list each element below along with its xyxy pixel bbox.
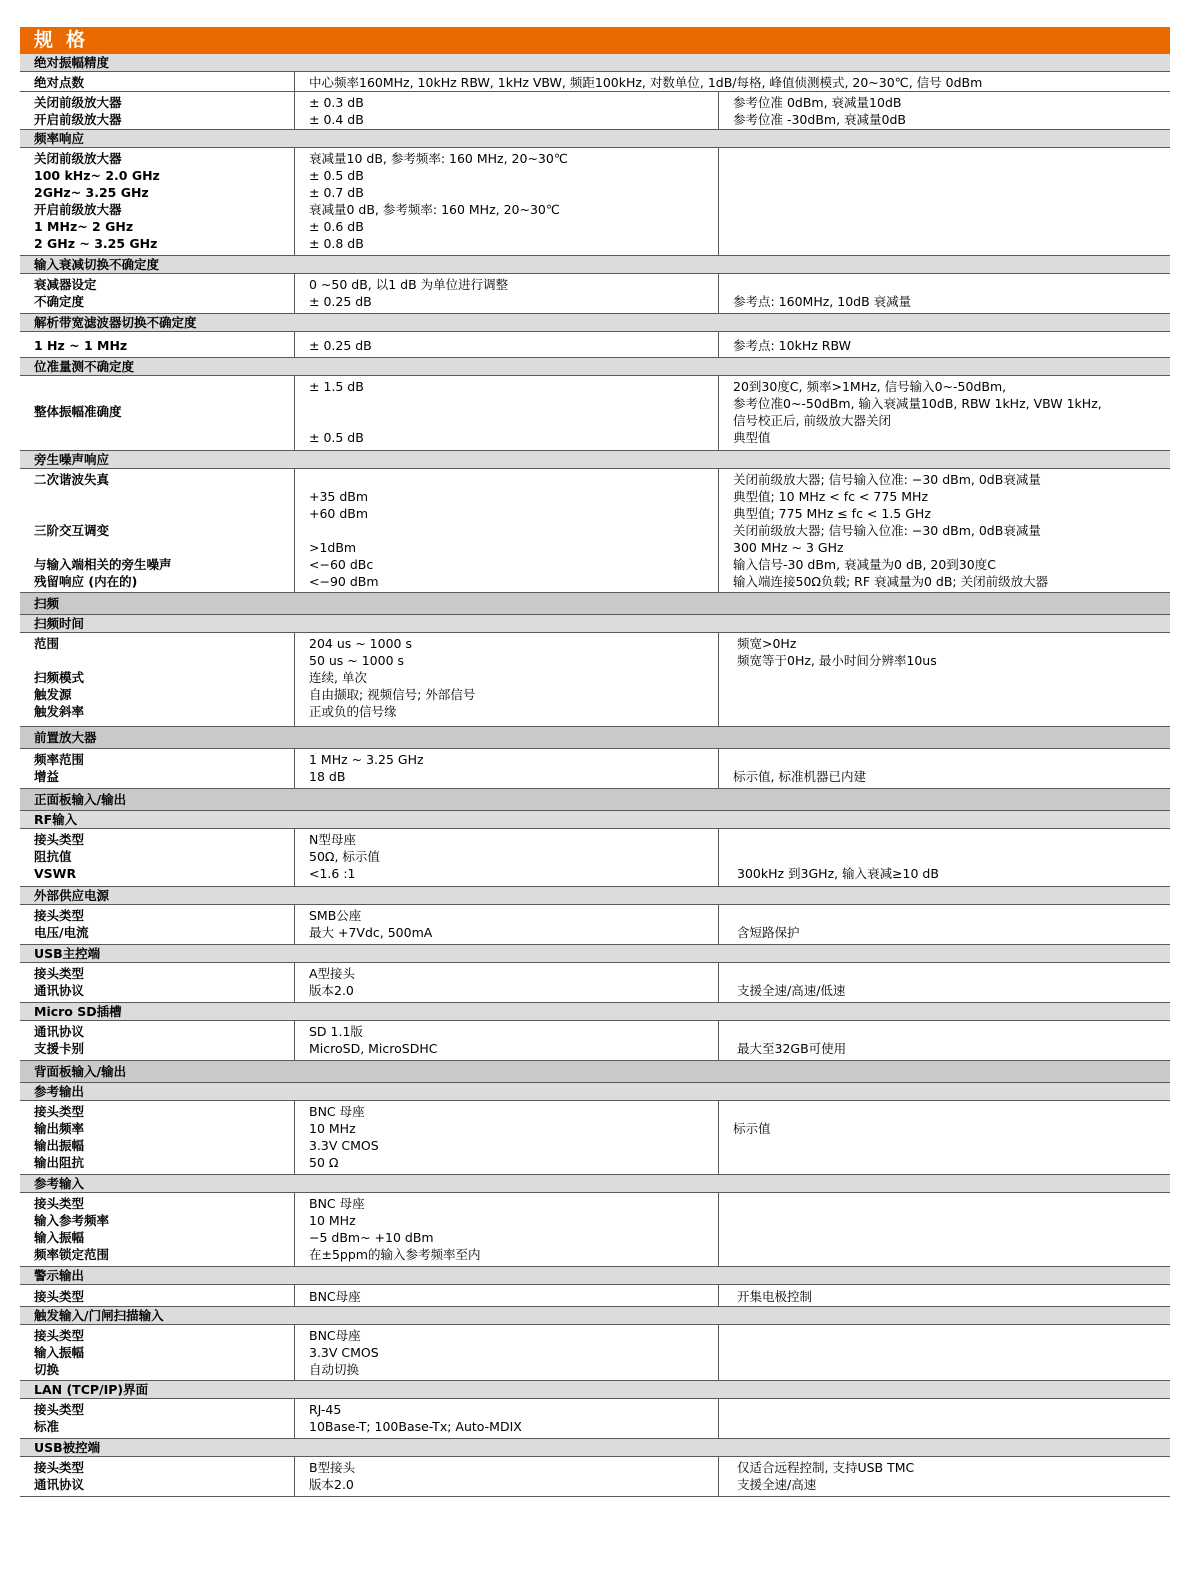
spec-note-cell bbox=[718, 963, 1170, 1002]
spec-label: 输出阻抗 bbox=[34, 1155, 85, 1170]
spec-value: 1 MHz ~ 3.25 GHz bbox=[309, 752, 424, 767]
spec-value: A型接头 bbox=[309, 966, 356, 981]
spec-value: 在±5ppm的输入参考频率至内 bbox=[309, 1247, 481, 1262]
spec-value-cell bbox=[294, 1457, 718, 1496]
spec-note: 含短路保护 bbox=[737, 925, 800, 940]
spec-row-external-power bbox=[20, 905, 1170, 945]
spec-note: 300kHz 到3GHz, 输入衰减≥10 dB bbox=[737, 866, 939, 881]
spec-label-cell bbox=[20, 1101, 294, 1174]
spec-label: 输入参考频率 bbox=[34, 1213, 110, 1228]
spec-row-rf-input bbox=[20, 829, 1170, 887]
spec-label: 2 GHz ~ 3.25 GHz bbox=[34, 236, 158, 251]
spec-label-cell bbox=[20, 829, 294, 886]
spec-value: 衰减量0 dB, 参考频率: 160 MHz, 20~30℃ bbox=[309, 202, 560, 217]
spec-label: 关闭前级放大器 bbox=[34, 95, 122, 110]
section-header-preamplifier: 前置放大器 bbox=[20, 727, 1170, 749]
spec-value-cell bbox=[294, 1021, 718, 1060]
spec-title-banner: 规格 bbox=[20, 27, 1170, 54]
spec-value: +60 dBm bbox=[309, 506, 369, 521]
spec-row-overall-amplitude bbox=[20, 376, 1170, 451]
spec-note-cell bbox=[718, 274, 1170, 313]
spec-note: 开集电极控制 bbox=[718, 1285, 1170, 1306]
spec-note-cell bbox=[718, 148, 1170, 255]
spec-row-sweep-time bbox=[20, 633, 1170, 727]
spec-value: ± 0.8 dB bbox=[309, 236, 364, 251]
spec-note: 最大至32GB可使用 bbox=[737, 1041, 847, 1056]
spec-label: 与输入端相关的旁生噪声 bbox=[34, 557, 172, 572]
spec-label: 通讯协议 bbox=[34, 983, 85, 998]
spec-note: 典型值; 10 MHz < fc < 775 MHz bbox=[733, 489, 929, 504]
spec-label: 输出振幅 bbox=[34, 1138, 85, 1153]
spec-value: ± 0.25 dB bbox=[309, 294, 372, 309]
spec-label: 通讯协议 bbox=[34, 1477, 85, 1492]
spec-value: BNC 母座 bbox=[309, 1104, 365, 1119]
spec-note-cell bbox=[718, 1325, 1170, 1380]
spec-label-cell bbox=[20, 1399, 294, 1438]
section-header-spurious-response: 旁生噪声响应 bbox=[20, 451, 1170, 469]
spec-value: >1dBm bbox=[309, 540, 357, 555]
spec-value: 18 dB bbox=[309, 769, 346, 784]
spec-label: 2GHz~ 3.25 GHz bbox=[34, 185, 149, 200]
spec-label bbox=[34, 488, 290, 505]
spec-value: BNC母座 bbox=[294, 1285, 718, 1306]
spec-label-cell bbox=[20, 92, 294, 129]
spec-value-cell bbox=[294, 1193, 718, 1266]
spec-note: 标示值 bbox=[733, 1121, 771, 1136]
spec-note: 支援全速/高速/低速 bbox=[737, 983, 846, 998]
spec-label: 电压/电流 bbox=[34, 925, 89, 940]
spec-label: 增益 bbox=[34, 769, 60, 784]
spec-label: 输入振幅 bbox=[34, 1230, 85, 1245]
spec-value: ± 0.25 dB bbox=[294, 332, 718, 357]
spec-label-cell bbox=[20, 1193, 294, 1266]
spec-note-cell bbox=[718, 92, 1170, 129]
subsection-header-usb-host: USB主控端 bbox=[20, 945, 1170, 963]
spec-value: 衰减量10 dB, 参考频率: 160 MHz, 20~30℃ bbox=[309, 151, 568, 166]
spec-value: 10Base-T; 100Base-Tx; Auto-MDIX bbox=[309, 1419, 522, 1434]
spec-value: 3.3V CMOS bbox=[309, 1345, 379, 1360]
section-header-rbw-switching: 解析带宽滤波器切换不确定度 bbox=[20, 314, 1170, 332]
spec-value: 10 MHz bbox=[309, 1121, 356, 1136]
spec-row-absolute-point bbox=[20, 72, 1170, 92]
spec-row-micro-sd bbox=[20, 1021, 1170, 1061]
spec-label: 接头类型 bbox=[34, 908, 85, 923]
spec-value: ± 0.6 dB bbox=[309, 219, 364, 234]
spec-value: 3.3V CMOS bbox=[309, 1138, 379, 1153]
subsection-header-sweep-time: 扫频时间 bbox=[20, 615, 1170, 633]
spec-row-lan bbox=[20, 1399, 1170, 1439]
spec-row-frequency-response bbox=[20, 148, 1170, 256]
spec-value: 10 MHz bbox=[309, 1213, 356, 1228]
subsection-header-alarm-output: 警示输出 bbox=[20, 1267, 1170, 1285]
spec-label: 接头类型 bbox=[34, 1196, 85, 1211]
subsection-header-micro-sd: Micro SD插槽 bbox=[20, 1003, 1170, 1021]
spec-value: SD 1.1版 bbox=[309, 1024, 363, 1039]
spec-value: 自由撷取; 视频信号; 外部信号 bbox=[309, 687, 476, 702]
spec-value: ± 0.4 dB bbox=[309, 112, 364, 127]
spec-note: 典型值; 775 MHz ≤ fc < 1.5 GHz bbox=[733, 506, 931, 521]
spec-value: 50 Ω bbox=[309, 1155, 339, 1170]
spec-note-cell bbox=[718, 1021, 1170, 1060]
spec-note-cell bbox=[718, 376, 1170, 450]
spec-label-cell bbox=[20, 1021, 294, 1060]
spec-label: 1 Hz ~ 1 MHz bbox=[34, 338, 128, 353]
spec-value: 204 us ~ 1000 s bbox=[309, 636, 412, 651]
subsection-header-reference-output: 参考输出 bbox=[20, 1083, 1170, 1101]
spec-value: SMB公座 bbox=[309, 908, 362, 923]
spec-value: 连续, 单次 bbox=[309, 670, 367, 685]
spec-note: 仅适合远程控制, 支持USB TMC bbox=[737, 1460, 915, 1475]
spec-value-cell bbox=[294, 749, 718, 788]
spec-value: BNC 母座 bbox=[309, 1196, 365, 1211]
spec-value: ± 1.5 dB bbox=[309, 379, 364, 394]
spec-label: 范围 bbox=[34, 636, 60, 651]
spec-label: 接头类型 bbox=[34, 1460, 85, 1475]
spec-note: 支援全速/高速 bbox=[737, 1477, 817, 1492]
spec-value-cell bbox=[294, 963, 718, 1002]
section-header-attenuation-switching: 输入衰减切换不确定度 bbox=[20, 256, 1170, 274]
spec-value: 正或负的信号缘 bbox=[309, 704, 397, 719]
spec-note-cell bbox=[718, 1101, 1170, 1174]
spec-note: 频宽等于0Hz, 最小时间分辨率10us bbox=[737, 653, 937, 668]
spec-label: 开启前级放大器 bbox=[34, 112, 122, 127]
spec-value: B型接头 bbox=[309, 1460, 356, 1475]
spec-row-reference-output bbox=[20, 1101, 1170, 1175]
spec-label-cell bbox=[20, 274, 294, 313]
spec-label bbox=[34, 505, 290, 522]
spec-row-reference-input bbox=[20, 1193, 1170, 1267]
section-header-rear-panel-io: 背面板输入/输出 bbox=[20, 1061, 1170, 1083]
spec-sheet bbox=[20, 27, 1170, 1497]
spec-value: 最大 +7Vdc, 500mA bbox=[309, 925, 433, 940]
spec-row-usb-host bbox=[20, 963, 1170, 1003]
spec-row-usb-device bbox=[20, 1457, 1170, 1497]
section-header-front-panel-io: 正面板输入/输出 bbox=[20, 789, 1170, 811]
spec-value-cell bbox=[294, 376, 718, 450]
spec-row-attenuator bbox=[20, 274, 1170, 314]
spec-note: 参考位准0~-50dBm, 输入衰减量10dB, RBW 1kHz, VBW 1kHz, bbox=[733, 396, 1102, 411]
subsection-header-lan: LAN (TCP/IP)界面 bbox=[20, 1381, 1170, 1399]
spec-value-cell bbox=[294, 469, 718, 592]
spec-value: ± 0.5 dB bbox=[309, 168, 364, 183]
spec-note: 参考位准 0dBm, 衰减量10dB bbox=[733, 95, 902, 110]
spec-label: 输入振幅 bbox=[34, 1345, 85, 1360]
section-header-level-measurement: 位准量测不确定度 bbox=[20, 358, 1170, 376]
spec-row-spurious bbox=[20, 469, 1170, 593]
spec-value: <−90 dBm bbox=[309, 574, 379, 589]
spec-value-cell bbox=[294, 1399, 718, 1438]
subsection-header-external-power: 外部供应电源 bbox=[20, 887, 1170, 905]
spec-value-cell bbox=[294, 148, 718, 255]
spec-value bbox=[309, 471, 714, 488]
spec-row-preamp-accuracy bbox=[20, 92, 1170, 130]
spec-label: 切换 bbox=[34, 1362, 60, 1377]
spec-note-cell bbox=[718, 905, 1170, 944]
spec-label bbox=[34, 539, 290, 556]
spec-row-trigger-input bbox=[20, 1325, 1170, 1381]
spec-value: 50 us ~ 1000 s bbox=[309, 653, 405, 668]
subsection-header-trigger-input: 触发输入/门闸扫描输入 bbox=[20, 1307, 1170, 1325]
spec-label: VSWR bbox=[34, 866, 77, 881]
spec-value: 版本2.0 bbox=[309, 1477, 354, 1492]
spec-label: 接头类型 bbox=[34, 1289, 85, 1304]
spec-value: 0 ~50 dB, 以1 dB 为单位进行调整 bbox=[309, 277, 509, 292]
spec-label: 绝对点数 bbox=[34, 75, 85, 90]
spec-label: 100 kHz~ 2.0 GHz bbox=[34, 168, 160, 183]
spec-label: 接头类型 bbox=[34, 1328, 85, 1343]
spec-note: 输入端连接50Ω负载; RF 衰减量为0 dB; 关闭前级放大器 bbox=[733, 574, 1049, 589]
spec-label: 接头类型 bbox=[34, 832, 85, 847]
spec-value: −5 dBm~ +10 dBm bbox=[309, 1230, 434, 1245]
spec-label-cell bbox=[20, 749, 294, 788]
spec-note: 参考点: 160MHz, 10dB 衰减量 bbox=[733, 294, 912, 309]
spec-note: 关闭前级放大器; 信号输入位准: −30 dBm, 0dB衰减量 bbox=[733, 523, 1041, 538]
spec-label: 衰减器设定 bbox=[34, 277, 97, 292]
spec-label: 接头类型 bbox=[34, 1104, 85, 1119]
spec-value: ± 0.7 dB bbox=[309, 185, 364, 200]
spec-label-cell bbox=[20, 1457, 294, 1496]
spec-value-cell bbox=[294, 1325, 718, 1380]
spec-label: 二次谐波失真 bbox=[34, 472, 110, 487]
section-header-absolute-amplitude: 绝对振幅精度 bbox=[20, 54, 1170, 72]
spec-note-cell bbox=[718, 633, 1170, 726]
spec-label: 支援卡别 bbox=[34, 1041, 85, 1056]
spec-value: RJ-45 bbox=[309, 1402, 342, 1417]
spec-note: 标示值, 标准机器已内建 bbox=[733, 769, 866, 784]
spec-label-cell bbox=[20, 905, 294, 944]
spec-value: ± 0.5 dB bbox=[309, 430, 364, 445]
spec-label: 接头类型 bbox=[34, 1402, 85, 1417]
subsection-header-usb-device: USB被控端 bbox=[20, 1439, 1170, 1457]
spec-value-cell bbox=[294, 905, 718, 944]
spec-note-cell bbox=[718, 469, 1170, 592]
spec-row-alarm-output bbox=[20, 1285, 1170, 1307]
spec-value: ± 0.3 dB bbox=[309, 95, 364, 110]
spec-value: N型母座 bbox=[309, 832, 356, 847]
spec-label: 整体振幅准确度 bbox=[34, 404, 122, 419]
spec-note: 20到30度C, 频率>1MHz, 信号输入0~-50dBm, bbox=[733, 379, 1007, 394]
spec-value-cell bbox=[294, 633, 718, 726]
spec-label: 残留响应 (内在的) bbox=[34, 574, 138, 589]
spec-label-cell bbox=[20, 1325, 294, 1380]
spec-label-cell bbox=[20, 963, 294, 1002]
spec-value: 自动切换 bbox=[309, 1362, 360, 1377]
spec-label: 1 MHz~ 2 GHz bbox=[34, 219, 134, 234]
spec-value: +35 dBm bbox=[309, 489, 369, 504]
spec-note: 参考点: 10kHz RBW bbox=[718, 332, 1170, 357]
spec-label: 通讯协议 bbox=[34, 1024, 85, 1039]
spec-label: 关闭前级放大器 bbox=[34, 151, 122, 166]
spec-note-cell bbox=[718, 1193, 1170, 1266]
spec-label: 触发源 bbox=[34, 687, 72, 702]
spec-label: 不确定度 bbox=[34, 294, 85, 309]
spec-value: 中心频率160MHz, 10kHz RBW, 1kHz VBW, 频距100kHz, 对数单位, 1dB/每格, 峰值侦测模式, 20~30℃, 信号 0dBm bbox=[294, 72, 1170, 91]
spec-row-rbw bbox=[20, 332, 1170, 358]
spec-label: 扫频模式 bbox=[34, 670, 85, 685]
spec-note: 典型值 bbox=[733, 430, 771, 445]
spec-row-preamplifier bbox=[20, 749, 1170, 789]
spec-note: 频宽>0Hz bbox=[737, 636, 797, 651]
section-header-sweep: 扫频 bbox=[20, 593, 1170, 615]
spec-value bbox=[309, 522, 714, 539]
spec-note: 300 MHz ~ 3 GHz bbox=[733, 540, 844, 555]
spec-note-cell bbox=[718, 829, 1170, 886]
spec-label-cell bbox=[20, 469, 294, 592]
subsection-header-rf-input: RF输入 bbox=[20, 811, 1170, 829]
spec-label bbox=[34, 652, 290, 669]
spec-note: 信号校正后, 前级放大器关闭 bbox=[733, 413, 891, 428]
spec-value: BNC母座 bbox=[309, 1328, 361, 1343]
spec-note: 参考位准 -30dBm, 衰减量0dB bbox=[733, 112, 906, 127]
spec-value-cell bbox=[294, 1101, 718, 1174]
spec-note-cell bbox=[718, 1457, 1170, 1496]
section-header-frequency-response: 频率响应 bbox=[20, 130, 1170, 148]
spec-note: 关闭前级放大器; 信号输入位准: −30 dBm, 0dB衰减量 bbox=[733, 472, 1041, 487]
spec-value: <1.6 :1 bbox=[309, 866, 356, 881]
spec-label-cell bbox=[20, 148, 294, 255]
spec-label: 开启前级放大器 bbox=[34, 202, 122, 217]
spec-label: 触发斜率 bbox=[34, 704, 85, 719]
spec-value-cell bbox=[294, 92, 718, 129]
spec-note: 输入信号-30 dBm, 衰减量为0 dB, 20到30度C bbox=[733, 557, 996, 572]
spec-note-cell bbox=[718, 1399, 1170, 1438]
spec-value: <−60 dBc bbox=[309, 557, 374, 572]
spec-value: MicroSD, MicroSDHC bbox=[309, 1041, 438, 1056]
spec-label: 接头类型 bbox=[34, 966, 85, 981]
spec-label: 阻抗值 bbox=[34, 849, 72, 864]
spec-value-cell bbox=[294, 829, 718, 886]
spec-value: 50Ω, 标示值 bbox=[309, 849, 380, 864]
spec-label: 频率范围 bbox=[34, 752, 85, 767]
spec-label: 频率锁定范围 bbox=[34, 1247, 110, 1262]
spec-label: 输出频率 bbox=[34, 1121, 85, 1136]
spec-note-cell bbox=[718, 749, 1170, 788]
subsection-header-reference-input: 参考输入 bbox=[20, 1175, 1170, 1193]
spec-value: 版本2.0 bbox=[309, 983, 354, 998]
spec-value-cell bbox=[294, 274, 718, 313]
spec-label-cell bbox=[20, 633, 294, 726]
spec-label: 三阶交互调变 bbox=[34, 523, 110, 538]
spec-label: 标准 bbox=[34, 1419, 60, 1434]
